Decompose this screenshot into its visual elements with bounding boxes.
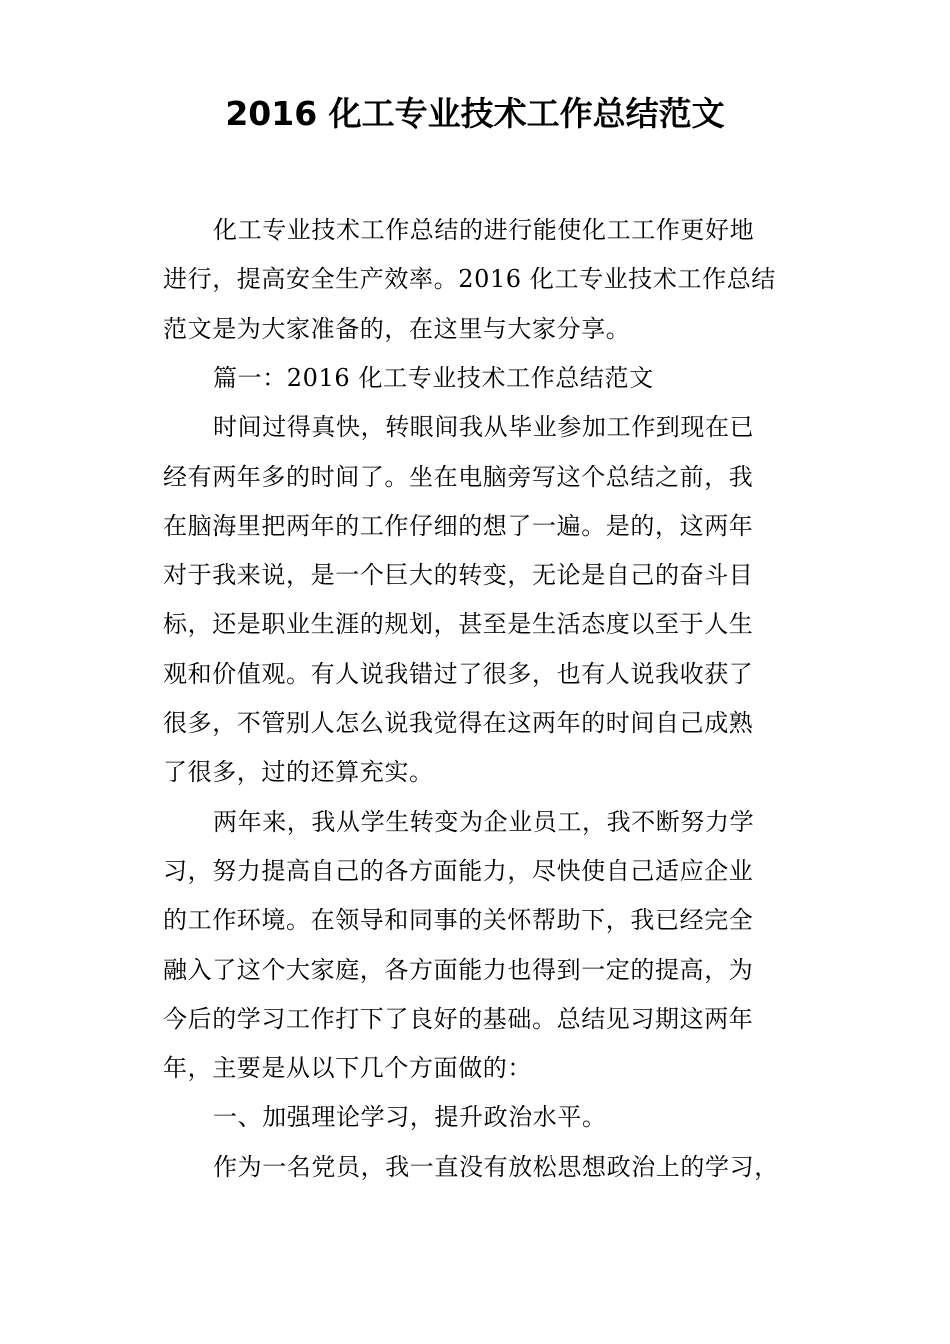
body-text-line: 融入了这个大家庭，各方面能力也得到一定的提高，为 xyxy=(163,956,754,984)
body-text-line: 时间过得真快，转眼间我从毕业参加工作到现在已 xyxy=(213,413,755,441)
body-text-line: 了很多，过的还算充实。 xyxy=(163,758,434,786)
body-text-line: 经有两年多的时间了。坐在电脑旁写这个总结之前，我 xyxy=(163,463,754,491)
body-text-line: 进行，提高安全生产效率。2016 化工专业技术工作总结 xyxy=(163,265,776,293)
body-text-line: 篇一：2016 化工专业技术工作总结范文 xyxy=(213,364,654,392)
document-title: 2016 化工专业技术工作总结范文 xyxy=(225,94,725,133)
body-text-line: 化工专业技术工作总结的进行能使化工工作更好地 xyxy=(213,216,755,244)
body-text-line: 很多，不管别人怎么说我觉得在这两年的时间自己成熟 xyxy=(163,709,754,737)
body-text-line: 习，努力提高自己的各方面能力，尽快使自己适应企业 xyxy=(163,857,754,885)
body-text-line: 作为一名党员，我一直没有放松思想政治上的学习， xyxy=(213,1153,779,1181)
body-text-line: 观和价值观。有人说我错过了很多，也有人说我收获了 xyxy=(163,660,754,688)
body-text-line: 年，主要是从以下几个方面做的： xyxy=(163,1054,532,1082)
body-text-line: 标，还是职业生涯的规划，甚至是生活态度以至于人生 xyxy=(163,610,754,638)
body-text-line: 今后的学习工作打下了良好的基础。总结见习期这两年 xyxy=(163,1005,754,1033)
body-text-line: 的工作环境。在领导和同事的关怀帮助下，我已经完全 xyxy=(163,906,754,934)
body-text-line: 两年来，我从学生转变为企业员工，我不断努力学 xyxy=(213,808,755,836)
body-text-line: 在脑海里把两年的工作仔细的想了一遍。是的，这两年 xyxy=(163,512,754,540)
body-text-line: 对于我来说，是一个巨大的转变，无论是自己的奋斗目 xyxy=(163,561,754,589)
body-text-line: 范文是为大家准备的，在这里与大家分享。 xyxy=(163,315,631,343)
body-text-line: 一、加强理论学习，提升政治水平。 xyxy=(213,1103,607,1131)
